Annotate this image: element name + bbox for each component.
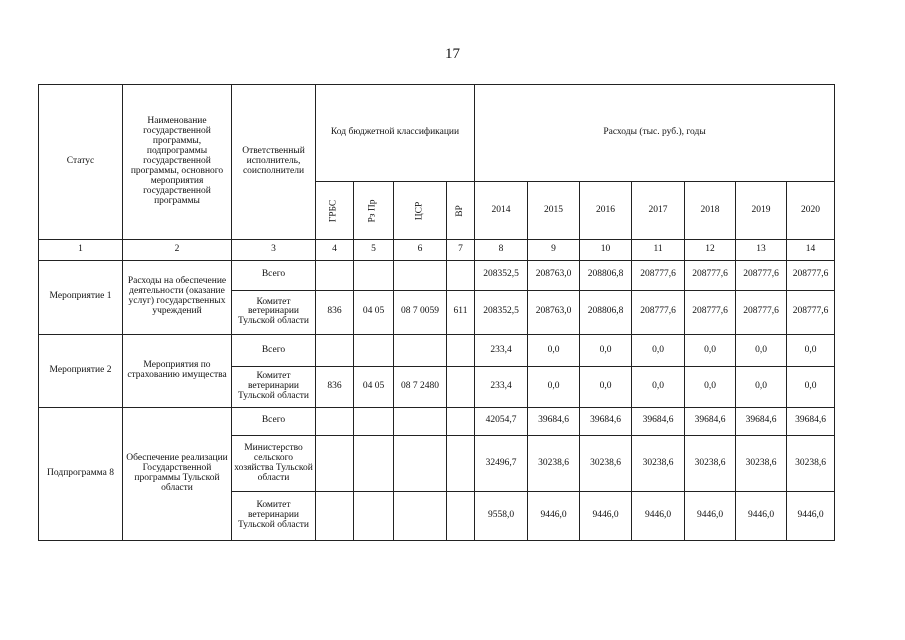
- column-number: 7: [447, 240, 475, 260]
- cell-value: 208777,6: [685, 260, 736, 290]
- column-number: 12: [685, 240, 736, 260]
- header-rzpr: Рз Пр: [354, 181, 394, 240]
- table-row: [39, 260, 835, 290]
- cell-value: 30238,6: [632, 436, 685, 492]
- row-responsible: Комитет ветеринарии Тульской области: [232, 290, 316, 334]
- cell-value: 9446,0: [528, 492, 580, 541]
- column-number: 11: [632, 240, 685, 260]
- header-budget-code: Код бюджетной классификации: [316, 85, 475, 182]
- column-number: 2: [123, 240, 232, 260]
- cell-value: 9558,0: [475, 492, 528, 541]
- column-number: 10: [580, 240, 632, 260]
- cell-value: 32496,7: [475, 436, 528, 492]
- cell-value: 208777,6: [736, 290, 787, 334]
- cell-value: 9446,0: [685, 492, 736, 541]
- header-row-1: [39, 85, 835, 182]
- cell-rzpr: [354, 492, 394, 541]
- header-year: 2015: [528, 181, 580, 240]
- header-responsible: Ответственный исполнитель, соисполнители: [232, 85, 316, 240]
- page-number: 17: [445, 46, 460, 62]
- cell-value: 208777,6: [632, 290, 685, 334]
- row-responsible: Всего: [232, 407, 316, 435]
- cell-vr: [447, 436, 475, 492]
- cell-value: 0,0: [736, 335, 787, 367]
- cell-csr: 08 7 0059: [394, 290, 447, 334]
- cell-value: 0,0: [528, 335, 580, 367]
- column-number: 1: [39, 240, 123, 260]
- header-vr: ВР: [447, 181, 475, 240]
- cell-rzpr: [354, 407, 394, 435]
- cell-value: 9446,0: [632, 492, 685, 541]
- cell-value: 30238,6: [685, 436, 736, 492]
- cell-grbs: 836: [316, 290, 354, 334]
- cell-grbs: [316, 260, 354, 290]
- cell-csr: [394, 407, 447, 435]
- cell-value: 30238,6: [787, 436, 835, 492]
- column-number-row: [39, 240, 835, 260]
- cell-value: 0,0: [787, 335, 835, 367]
- row-status: Мероприятие 1: [39, 260, 123, 335]
- row-status: Мероприятие 2: [39, 335, 123, 408]
- cell-grbs: [316, 492, 354, 541]
- cell-value: 208352,5: [475, 260, 528, 290]
- cell-value: 39684,6: [632, 407, 685, 435]
- column-number: 9: [528, 240, 580, 260]
- cell-vr: [447, 335, 475, 367]
- cell-rzpr: [354, 436, 394, 492]
- cell-value: 233,4: [475, 335, 528, 367]
- cell-value: 30238,6: [736, 436, 787, 492]
- cell-value: 0,0: [580, 335, 632, 367]
- cell-value: 208777,6: [736, 260, 787, 290]
- column-number: 14: [787, 240, 835, 260]
- cell-grbs: [316, 335, 354, 367]
- cell-csr: [394, 260, 447, 290]
- cell-vr: [447, 407, 475, 435]
- cell-value: 208806,8: [580, 290, 632, 334]
- cell-value: 233,4: [475, 367, 528, 407]
- cell-value: 208763,0: [528, 260, 580, 290]
- header-csr: ЦСР: [394, 181, 447, 240]
- cell-value: 0,0: [736, 367, 787, 407]
- cell-value: 39684,6: [787, 407, 835, 435]
- cell-value: 39684,6: [685, 407, 736, 435]
- row-status: Подпрограмма 8: [39, 407, 123, 540]
- table-row: [39, 335, 835, 367]
- cell-grbs: [316, 436, 354, 492]
- cell-rzpr: [354, 260, 394, 290]
- header-expenses: Расходы (тыс. руб.), годы: [475, 85, 835, 182]
- cell-csr: [394, 492, 447, 541]
- cell-value: 9446,0: [580, 492, 632, 541]
- table-row: [39, 407, 835, 435]
- cell-value: 208806,8: [580, 260, 632, 290]
- header-year: 2019: [736, 181, 787, 240]
- cell-value: 208777,6: [787, 260, 835, 290]
- header-year: 2014: [475, 181, 528, 240]
- cell-value: 39684,6: [580, 407, 632, 435]
- cell-value: 39684,6: [736, 407, 787, 435]
- cell-vr: [447, 367, 475, 407]
- header-year: 2020: [787, 181, 835, 240]
- header-status: Статус: [39, 85, 123, 240]
- cell-csr: 08 7 2480: [394, 367, 447, 407]
- row-responsible: Министерство сельского хозяйства Тульской области: [232, 436, 316, 492]
- cell-value: 0,0: [685, 367, 736, 407]
- budget-table: [38, 84, 835, 541]
- header-grbs: ГРБС: [316, 181, 354, 240]
- cell-grbs: 836: [316, 367, 354, 407]
- header-name: Наименование государственной программы, подпрограммы государственной программы, основного мероприятия государственной программы: [123, 85, 232, 240]
- cell-value: 30238,6: [528, 436, 580, 492]
- cell-value: 0,0: [685, 335, 736, 367]
- cell-vr: [447, 492, 475, 541]
- cell-csr: [394, 335, 447, 367]
- cell-value: 9446,0: [736, 492, 787, 541]
- row-responsible: Всего: [232, 260, 316, 290]
- cell-value: 208777,6: [632, 260, 685, 290]
- column-number: 4: [316, 240, 354, 260]
- header-year: 2017: [632, 181, 685, 240]
- cell-value: 39684,6: [528, 407, 580, 435]
- cell-value: 0,0: [580, 367, 632, 407]
- header-year: 2018: [685, 181, 736, 240]
- column-number: 8: [475, 240, 528, 260]
- row-name: Мероприятия по страхованию имущества: [123, 335, 232, 408]
- row-responsible: Комитет ветеринарии Тульской области: [232, 492, 316, 541]
- column-number: 13: [736, 240, 787, 260]
- cell-value: 42054,7: [475, 407, 528, 435]
- cell-value: 208777,6: [685, 290, 736, 334]
- column-number: 5: [354, 240, 394, 260]
- cell-value: 208777,6: [787, 290, 835, 334]
- row-name: Обеспечение реализации Государственной программы Тульской области: [123, 407, 232, 540]
- row-responsible: Всего: [232, 335, 316, 367]
- cell-value: 0,0: [632, 335, 685, 367]
- cell-value: 30238,6: [580, 436, 632, 492]
- row-responsible: Комитет ветеринарии Тульской области: [232, 367, 316, 407]
- cell-value: 208352,5: [475, 290, 528, 334]
- cell-value: 208763,0: [528, 290, 580, 334]
- cell-value: 0,0: [528, 367, 580, 407]
- cell-vr: [447, 260, 475, 290]
- cell-csr: [394, 436, 447, 492]
- cell-vr: 611: [447, 290, 475, 334]
- column-number: 6: [394, 240, 447, 260]
- cell-grbs: [316, 407, 354, 435]
- row-name: Расходы на обеспечение деятельности (оказание услуг) государственных учреждений: [123, 260, 232, 335]
- cell-value: 9446,0: [787, 492, 835, 541]
- column-number: 3: [232, 240, 316, 260]
- cell-rzpr: 04 05: [354, 367, 394, 407]
- cell-value: 0,0: [787, 367, 835, 407]
- cell-value: 0,0: [632, 367, 685, 407]
- cell-rzpr: [354, 335, 394, 367]
- cell-rzpr: 04 05: [354, 290, 394, 334]
- header-year: 2016: [580, 181, 632, 240]
